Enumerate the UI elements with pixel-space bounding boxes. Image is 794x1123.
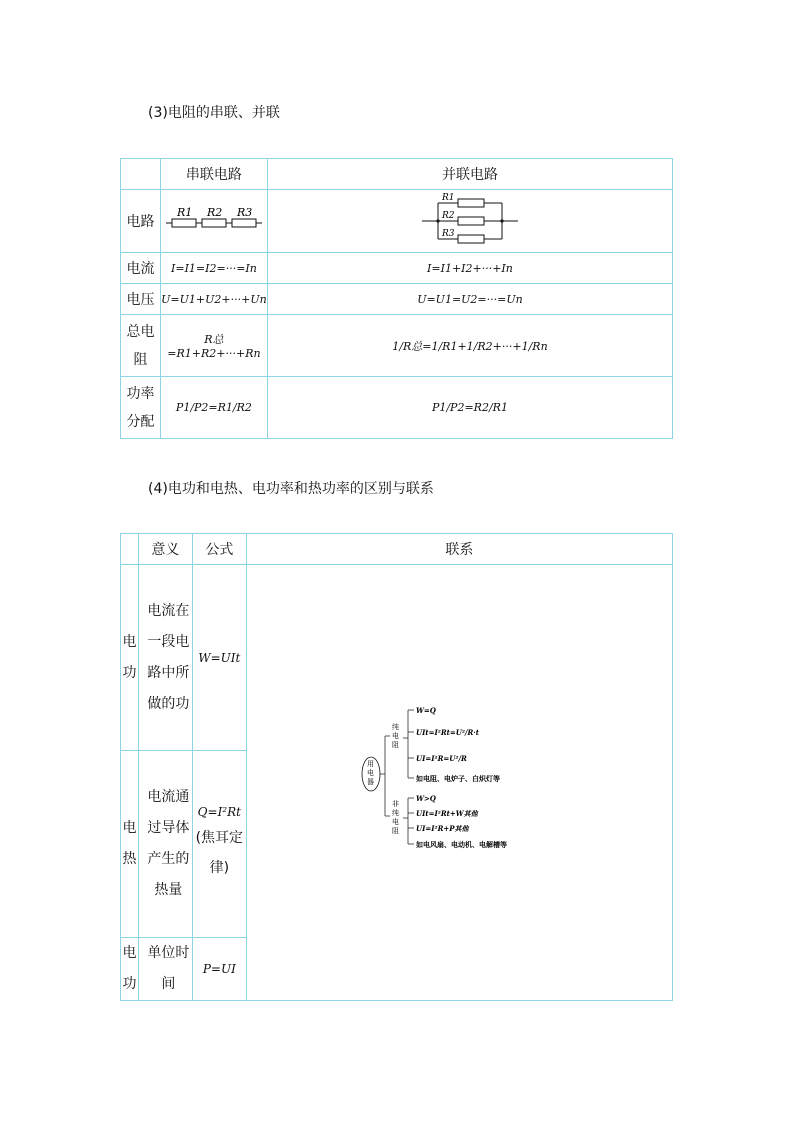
nonpure-item-2: UIt=I²Rt+W其他	[416, 808, 479, 818]
series-voltage-formula: U=U1+U2+···+Un	[160, 284, 267, 315]
parallel-circuit-svg	[420, 191, 520, 247]
parallel-current-formula: I=I1+I2+···+In	[267, 253, 672, 284]
series-circuit-diagram	[160, 190, 267, 253]
formula-heat: Q=I²Rt	[197, 805, 241, 819]
row-label-power: 功率分配	[121, 377, 161, 439]
pure-label-3: 阻	[392, 740, 400, 749]
pure-item-2: UIt=I²Rt=U²/R·t	[416, 727, 480, 737]
pure-item-1: W=Q	[416, 705, 437, 715]
nonpure-label-1: 非	[392, 799, 400, 808]
nonpure-label-4: 阻	[392, 826, 400, 835]
header-meaning: 意义	[138, 534, 192, 565]
section4-heading: (4)电功和电热、电功率和热功率的区别与联系	[148, 481, 434, 497]
row-name-power: 电功	[121, 938, 139, 1001]
row-formula-heat	[192, 751, 246, 938]
series-circuit-svg	[164, 207, 264, 231]
series-current-formula: I=I1=I2=···=In	[160, 253, 267, 284]
nonpure-item-3: UI=I²R+P其他	[416, 823, 469, 833]
parallel-voltage-formula: U=U1=U2=···=Un	[267, 284, 672, 315]
row-label-current: 电流	[121, 253, 161, 284]
nonpure-label-2: 纯	[392, 808, 400, 817]
series-r1-label: R1	[176, 207, 193, 219]
formula-heat-note: (焦耳定律)	[195, 830, 244, 876]
nonpure-item-4: 如电风扇、电动机、电解槽等	[416, 839, 508, 849]
series-r2-label: R2	[206, 207, 223, 219]
relation-diagram-cell	[246, 565, 672, 1001]
pure-label-1: 纯	[392, 722, 400, 731]
series-power-formula: P1/P2=R1/R2	[160, 377, 267, 439]
nonpure-item-1: W>Q	[416, 793, 437, 803]
series-parallel-table	[120, 158, 673, 439]
row-label-resistance: 总电阻	[121, 315, 161, 377]
row-meaning-work: 电流在一段电路中所做的功	[138, 565, 192, 751]
row-meaning-heat: 电流通过导体产生的热量	[138, 751, 192, 938]
parallel-r2-label: R2	[441, 211, 455, 221]
row-formula-work: W=UIt	[192, 565, 246, 751]
row-name-work: 电功	[121, 565, 139, 751]
row-label-circuit: 电路	[121, 190, 161, 253]
row-name-heat: 电热	[121, 751, 139, 938]
series-resistance-formula: R总=R1+R2+···+Rn	[160, 315, 267, 377]
root-label-2: 电	[367, 768, 375, 777]
row-label-voltage: 电压	[121, 284, 161, 315]
pure-label-2: 电	[392, 731, 400, 740]
work-heat-table	[120, 533, 673, 1001]
pure-item-3: UI=I²R=U²/R	[416, 753, 468, 763]
row-meaning-power: 单位时间	[138, 938, 192, 1001]
row-formula-power: P=UI	[192, 938, 246, 1001]
parallel-resistance-formula: 1/R总=1/R1+1/R2+···+1/Rn	[267, 315, 672, 377]
relation-diagram	[359, 706, 559, 856]
parallel-power-formula: P1/P2=R2/R1	[267, 377, 672, 439]
header-blank	[121, 534, 139, 565]
header-relation: 联系	[246, 534, 672, 565]
root-label-1: 用	[367, 759, 375, 768]
parallel-circuit-diagram	[267, 190, 672, 253]
parallel-r3-label: R3	[441, 229, 455, 239]
parallel-r1-label: R1	[441, 193, 455, 203]
header-parallel: 并联电路	[267, 159, 672, 190]
nonpure-label-3: 电	[392, 817, 400, 826]
header-series: 串联电路	[160, 159, 267, 190]
header-blank	[121, 159, 161, 190]
pure-item-4: 如电阻、电炉子、白炽灯等	[416, 773, 501, 783]
root-label-3: 器	[367, 777, 375, 786]
section3-heading: (3)电阻的串联、并联	[148, 105, 280, 121]
series-r3-label: R3	[236, 207, 253, 219]
header-formula: 公式	[192, 534, 246, 565]
